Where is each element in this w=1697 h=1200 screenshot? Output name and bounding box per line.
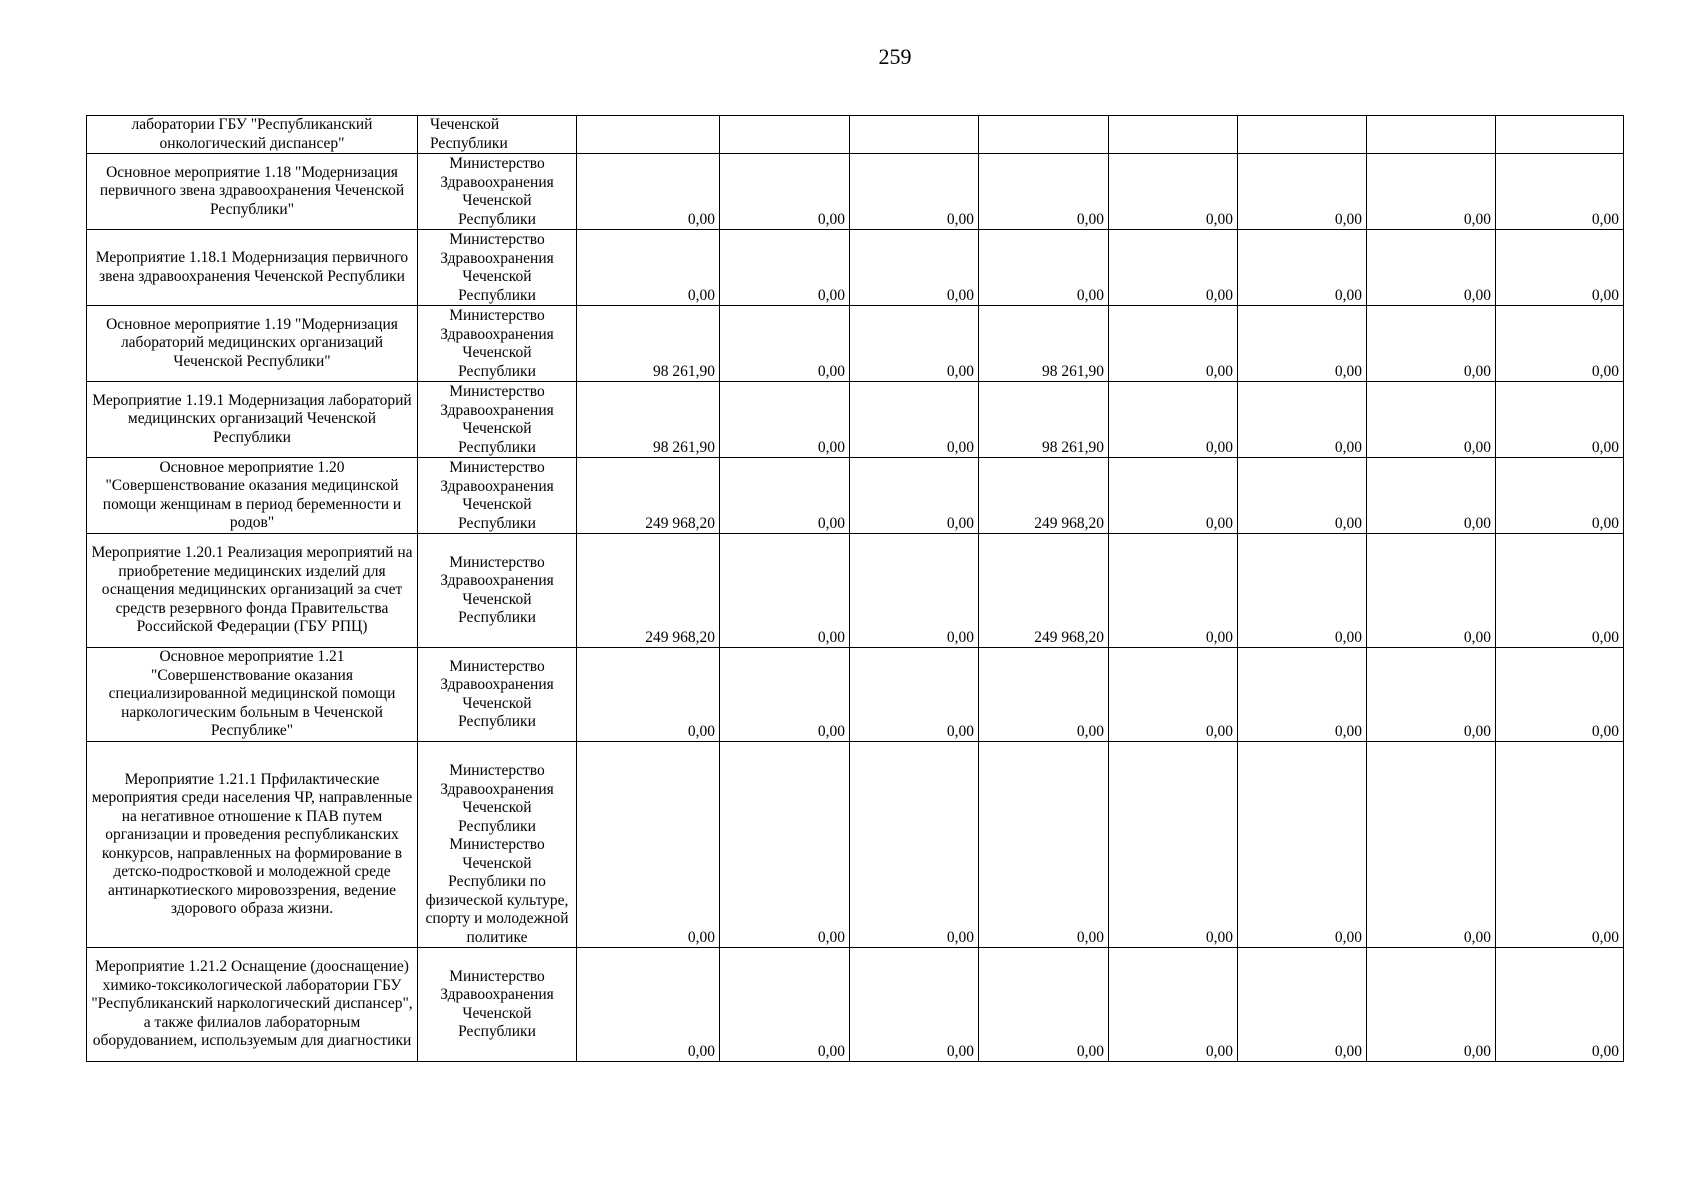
table-row [87,154,1624,230]
table-row [87,116,1624,154]
value-cell [979,116,1109,154]
value-cell: 0,00 [850,230,979,306]
value-cell: 0,00 [850,534,979,648]
executor: Министерство Здравоохранения Чеченской Республики [418,458,577,534]
value-cell: 0,00 [1367,948,1496,1062]
value-cell: 249 968,20 [979,534,1109,648]
table-row [87,230,1624,306]
value-cell: 0,00 [1109,534,1238,648]
value-cell [1496,116,1624,154]
activity-name: Основное мероприятие 1.19 "Модернизация лабораторий медицинских организаций Чеченской Республики" [87,306,418,382]
executor: Министерство Здравоохранения Чеченской Республики [418,154,577,230]
value-cell: 0,00 [850,306,979,382]
executor: Министерство Здравоохранения Чеченской Республики [418,648,577,742]
value-cell: 0,00 [1367,306,1496,382]
table-row [87,948,1624,1062]
activity-name: Основное мероприятие 1.21 "Совершенствование оказания специализированной медицинской помощи наркологическим больным в Чеченской Республике" [87,648,418,742]
value-cell: 0,00 [1109,154,1238,230]
value-cell: 0,00 [979,648,1109,742]
value-cell: 0,00 [720,534,850,648]
value-cell: 0,00 [1367,742,1496,948]
value-cell: 0,00 [979,230,1109,306]
value-cell: 0,00 [720,742,850,948]
value-cell: 98 261,90 [979,382,1109,458]
value-cell: 0,00 [1238,534,1367,648]
value-cell: 0,00 [979,154,1109,230]
value-cell: 0,00 [720,154,850,230]
value-cell: 0,00 [577,948,720,1062]
value-cell: 0,00 [577,154,720,230]
value-cell: 0,00 [720,648,850,742]
activity-name: Основное мероприятие 1.18 "Модернизация первичного звена здравоохранения Чеченской Республики" [87,154,418,230]
executor: Министерство Здравоохранения Чеченской Республики [418,382,577,458]
value-cell: 0,00 [720,230,850,306]
activity-name: Мероприятие 1.19.1 Модернизация лабораторий медицинских организаций Чеченской Республики [87,382,418,458]
value-cell: 0,00 [1496,742,1624,948]
value-cell: 0,00 [1367,458,1496,534]
page-number: 259 [878,44,912,69]
value-cell: 0,00 [1109,306,1238,382]
value-cell: 0,00 [1238,742,1367,948]
value-cell: 0,00 [979,948,1109,1062]
value-cell: 0,00 [1238,382,1367,458]
table-row [87,458,1624,534]
value-cell: 0,00 [1496,534,1624,648]
activity-name: Мероприятие 1.18.1 Модернизация первичного звена здравоохранения Чеченской Республики [87,230,418,306]
value-cell: 0,00 [1238,948,1367,1062]
value-cell [720,116,850,154]
value-cell: 0,00 [850,742,979,948]
executor: Чеченской Республики [418,116,577,154]
value-cell: 0,00 [1367,648,1496,742]
value-cell: 0,00 [1238,230,1367,306]
executor: Министерство Здравоохранения Чеченской Республики [418,948,577,1062]
value-cell: 249 968,20 [577,534,720,648]
value-cell: 0,00 [720,458,850,534]
activity-name: Мероприятие 1.20.1 Реализация мероприятий на приобретение медицинских изделий для оснащения медицинских организаций за счет средств резервного фонда Правительства Российской Федерации (ГБУ РПЦ) [87,534,418,648]
value-cell: 98 261,90 [577,382,720,458]
value-cell: 0,00 [1109,742,1238,948]
value-cell: 0,00 [1496,154,1624,230]
value-cell: 0,00 [1496,648,1624,742]
value-cell: 0,00 [577,648,720,742]
value-cell [577,116,720,154]
value-cell: 0,00 [1238,648,1367,742]
value-cell [1238,116,1367,154]
value-cell: 0,00 [1496,948,1624,1062]
value-cell: 0,00 [1238,458,1367,534]
value-cell: 0,00 [1109,382,1238,458]
value-cell: 0,00 [720,382,850,458]
table-row [87,742,1624,948]
value-cell: 0,00 [720,948,850,1062]
value-cell: 0,00 [720,306,850,382]
value-cell: 0,00 [577,230,720,306]
value-cell: 249 968,20 [979,458,1109,534]
value-cell: 0,00 [1496,230,1624,306]
value-cell: 0,00 [1496,306,1624,382]
value-cell: 0,00 [577,742,720,948]
value-cell: 0,00 [1367,230,1496,306]
activity-name: Основное мероприятие 1.20 "Совершенствование оказания медицинской помощи женщинам в период беременности и родов" [87,458,418,534]
activity-name: Мероприятие 1.21.2 Оснащение (дооснащение) химико-токсикологической лаборатории ГБУ "Республиканский наркологический диспансер", а также филиалов лабораторным оборудованием, используемым для диагностики [87,948,418,1062]
value-cell: 0,00 [850,154,979,230]
value-cell: 0,00 [850,948,979,1062]
value-cell: 0,00 [850,382,979,458]
executor: Министерство Здравоохранения Чеченской Республики [418,306,577,382]
value-cell [850,116,979,154]
value-cell: 0,00 [1367,382,1496,458]
table-row [87,534,1624,648]
value-cell: 0,00 [1109,230,1238,306]
value-cell: 0,00 [1496,382,1624,458]
executor: Министерство Здравоохранения Чеченской Республики [418,534,577,648]
value-cell: 0,00 [1367,154,1496,230]
value-cell: 249 968,20 [577,458,720,534]
value-cell: 98 261,90 [979,306,1109,382]
value-cell: 0,00 [1109,458,1238,534]
table-row [87,306,1624,382]
value-cell [1367,116,1496,154]
activity-name: лаборатории ГБУ "Республиканский онкологический диспансер" [87,116,418,154]
value-cell: 0,00 [1238,306,1367,382]
value-cell: 0,00 [850,458,979,534]
value-cell: 0,00 [979,742,1109,948]
executor: Министерство Здравоохранения Чеченской Республики Министерство Чеченской Республики по физической культуре, спорту и молодежной политике [418,742,577,948]
value-cell: 0,00 [1496,458,1624,534]
value-cell: 0,00 [1367,534,1496,648]
value-cell: 98 261,90 [577,306,720,382]
value-cell: 0,00 [1238,154,1367,230]
executor: Министерство Здравоохранения Чеченской Республики [418,230,577,306]
value-cell: 0,00 [850,648,979,742]
table-row [87,648,1624,742]
budget-table [86,115,1624,1062]
table-row [87,382,1624,458]
value-cell: 0,00 [1109,648,1238,742]
value-cell [1109,116,1238,154]
activity-name: Мероприятие 1.21.1 Прфилактические мероприятия среди населения ЧР, направленные на негативное отношение к ПАВ путем организации и проведения республиканских конкурсов, направленных на формирование в детско-подростковой и молодежной среде антинаркотиеского мировоззрения, ведение здорового образа жизни. [87,742,418,948]
value-cell: 0,00 [1109,948,1238,1062]
